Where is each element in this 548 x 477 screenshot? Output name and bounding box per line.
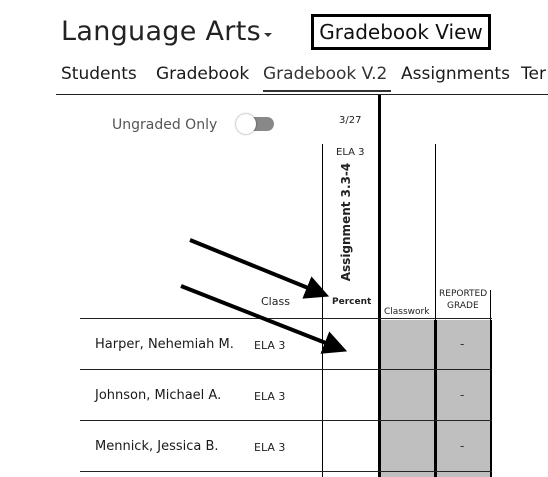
arrow-to-percent-header	[190, 240, 318, 292]
assignment-name[interactable]: Assignment 3.3-4	[339, 162, 353, 282]
tab-gradebook[interactable]: Gradebook	[156, 64, 250, 84]
assignment-class: ELA 3	[336, 147, 365, 158]
view-label: Gradebook View	[319, 20, 483, 44]
student-class: ELA 3	[254, 390, 286, 403]
student-name[interactable]: Harper, Nehemiah M.	[95, 337, 234, 352]
reported-grade-value: -	[460, 388, 465, 402]
tab-assignments[interactable]: Assignments	[401, 64, 510, 84]
reported-grade-value: -	[460, 439, 465, 453]
tab-gradebook-v2[interactable]: Gradebook V.2	[263, 64, 388, 84]
student-name[interactable]: Mennick, Jessica B.	[95, 439, 219, 454]
student-class: ELA 3	[254, 339, 286, 352]
percent-column-header: Percent	[332, 297, 372, 307]
tab-term[interactable]: Ter	[521, 64, 546, 84]
reported-grade-header-line1: REPORTED	[439, 289, 488, 299]
course-title[interactable]: Language Arts	[61, 16, 261, 47]
reported-grade-value: -	[460, 337, 465, 351]
tab-students[interactable]: Students	[61, 64, 137, 84]
reported-grade-header-line2: GRADE	[447, 301, 479, 311]
ungraded-only-label: Ungraded Only	[112, 117, 218, 133]
arrow-to-percent-cell	[181, 286, 336, 347]
class-column-header: Class	[261, 295, 290, 308]
classwork-column-header: Classwork	[384, 307, 430, 317]
student-class: ELA 3	[254, 441, 286, 454]
assignment-date: 3/27	[339, 115, 362, 126]
student-name[interactable]: Johnson, Michael A.	[95, 388, 222, 403]
